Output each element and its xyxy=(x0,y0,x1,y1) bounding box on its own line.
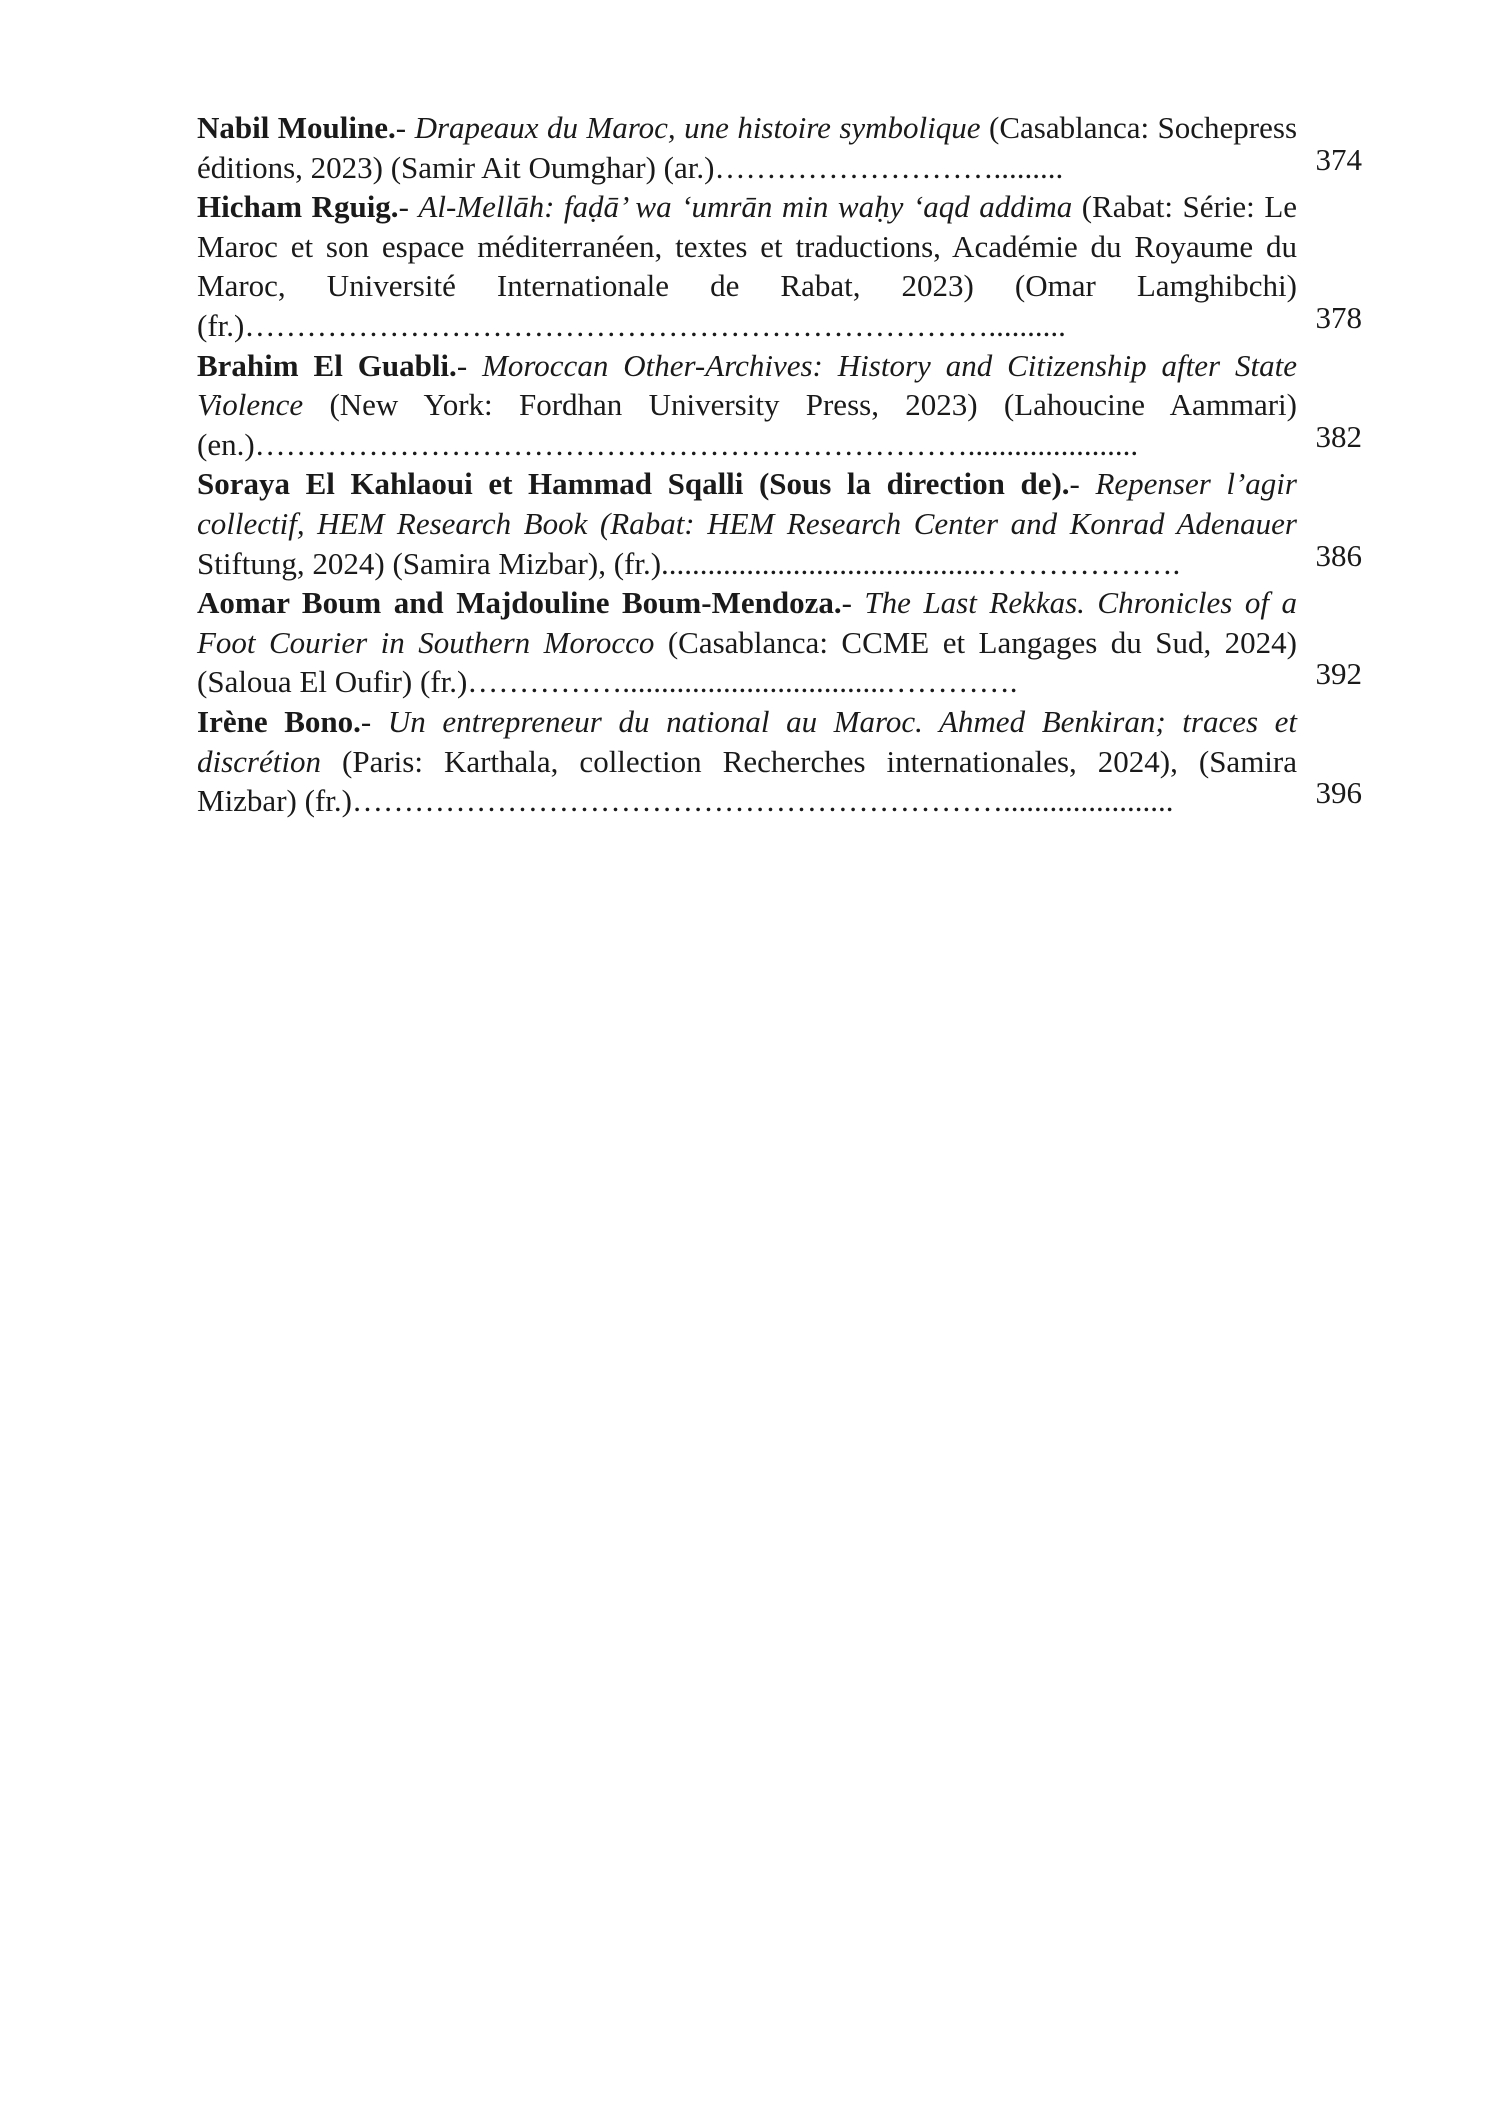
entry-details: (Paris: Karthala, collection Recherches internationales, 2024), (Samira Mizbar) (fr.) xyxy=(197,743,1298,819)
entry-title: The Last Rekkas. Chronicles of a Foot Courier in Southern Morocco xyxy=(197,585,1297,660)
entry-details: (Casablanca: CCME et Langages du Sud, 2024) (Saloua El Oufir) (fr.) xyxy=(197,624,1298,700)
entry-separator: - xyxy=(360,703,388,739)
entry-title: Al-Mellāh: faḍā’ wa ‘umrān min waḥy ‘aqd addima xyxy=(418,189,1073,225)
toc-entry[interactable] xyxy=(197,464,1362,583)
dot-leader: ………………………......... xyxy=(714,149,1064,185)
entry-details: (Rabat: Série: Le Maroc et son espace méditerranéen, textes et traductions, Académie du Royaume du Maroc, Université Internationale de Rabat, 2023) (Omar Lamghibchi) (fr.) xyxy=(197,189,1298,343)
dot-leader: ……………..................................…………. xyxy=(467,664,1018,700)
entry-details: Stiftung, 2024) (Samira Mizbar), (fr.) xyxy=(197,545,662,581)
dot-leader: ……………………………………………………………….......... xyxy=(244,307,1066,343)
entry-title: Repenser l’agir collectif, HEM Research Book (Rabat: HEM Research Center and Konrad Adenauer xyxy=(197,466,1297,541)
page-number: 374 xyxy=(1315,141,1362,177)
entry-title: Drapeaux du Maroc, une histoire symbolique xyxy=(414,110,981,145)
entry-text xyxy=(197,108,1297,187)
entry-title: Moroccan Other-Archives: History and Citizenship after State Violence xyxy=(197,347,1297,423)
page-number: 386 xyxy=(1315,537,1362,573)
entry-details: (New York: Fordhan University Press, 2023) (Lahoucine Aammari) (en.) xyxy=(197,387,1297,462)
entry-details: (Casablanca: Sochepress éditions, 2023) (Samir Ait Oumghar) (ar.) xyxy=(197,110,1298,185)
entry-text xyxy=(197,187,1297,345)
toc-entry[interactable] xyxy=(197,583,1362,702)
toc-entry[interactable] xyxy=(197,108,1362,187)
entry-separator: - xyxy=(398,189,419,225)
entry-separator: - xyxy=(395,110,415,145)
dot-leader: ………………………………………………………...................... xyxy=(351,783,1174,819)
dot-leader: ……………………………………………………………...................... xyxy=(254,426,1139,462)
dot-leader: ..........................................………………. xyxy=(661,545,1181,581)
toc-entry[interactable] xyxy=(197,346,1362,465)
entry-title: Un entrepreneur du national au Maroc. Ahmed Benkiran; traces et discrétion xyxy=(197,703,1298,779)
entry-separator: - xyxy=(1069,466,1096,502)
entry-text xyxy=(197,464,1297,583)
entry-author: Hicham Rguig. xyxy=(197,189,399,225)
toc-entry[interactable] xyxy=(197,702,1362,821)
table-of-contents xyxy=(197,108,1362,821)
page-number: 382 xyxy=(1315,418,1362,454)
entry-author: Nabil Mouline. xyxy=(197,110,396,145)
entry-author: Soraya El Kahlaoui et Hammad Sqalli (Sous la direction de). xyxy=(197,466,1070,502)
page-number: 392 xyxy=(1315,656,1362,692)
entry-separator: - xyxy=(841,585,865,621)
page-number: 396 xyxy=(1315,775,1362,811)
entry-author: Brahim El Guabli. xyxy=(197,347,457,383)
entry-author: Aomar Boum and Majdouline Boum-Mendoza. xyxy=(197,585,842,621)
toc-entry[interactable] xyxy=(197,187,1362,345)
entry-text xyxy=(197,346,1297,465)
page-number: 378 xyxy=(1315,299,1362,335)
entry-author: Irène Bono. xyxy=(197,703,361,739)
entry-text xyxy=(197,702,1297,821)
entry-text xyxy=(197,583,1297,702)
entry-separator: - xyxy=(456,347,483,383)
